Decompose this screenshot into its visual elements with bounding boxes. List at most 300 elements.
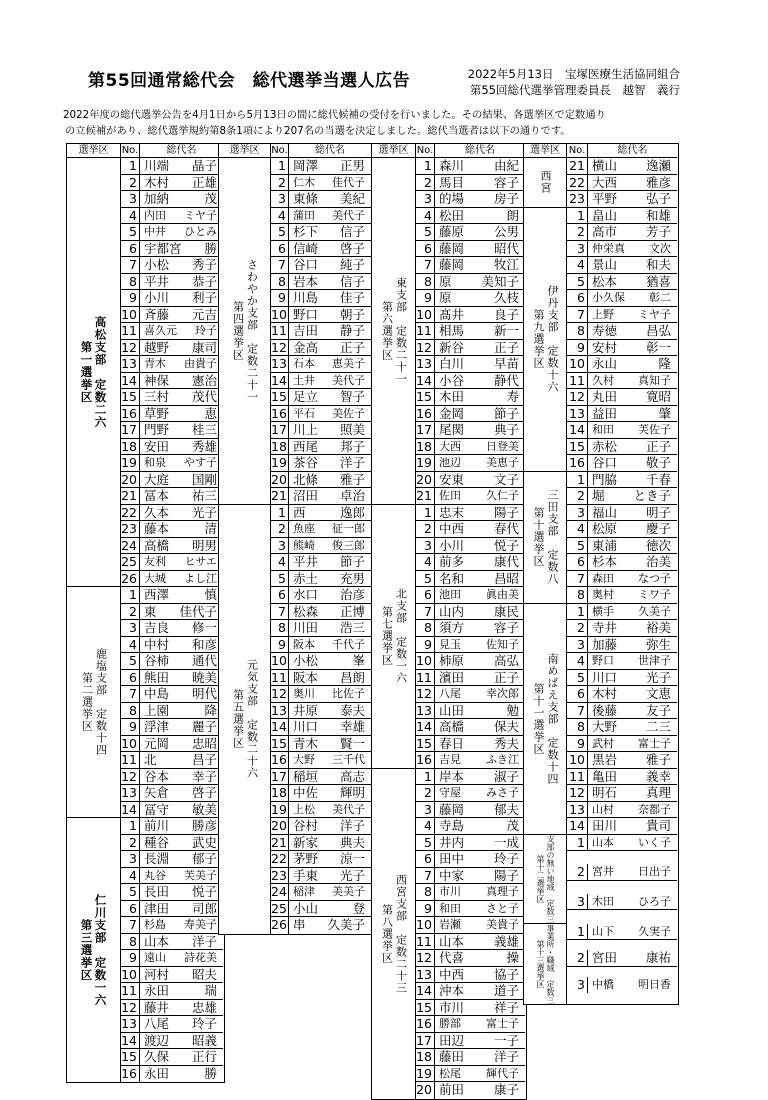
member-family-name: 赤松 <box>592 438 618 454</box>
member-given-name: さと子 <box>486 901 519 915</box>
member-given-name: 春代 <box>493 521 519 536</box>
member-number: 3 <box>416 191 435 208</box>
member-given-name: 一子 <box>493 1032 519 1048</box>
member-name <box>435 1033 525 1050</box>
member-number: 3 <box>567 977 588 994</box>
member-given-name: 徳次 <box>645 537 671 553</box>
member-name <box>588 736 677 753</box>
member-number: 20 <box>121 472 140 489</box>
member-number: 12 <box>271 686 289 703</box>
member-family-name: 小久保 <box>592 291 625 304</box>
member-family-name: 大野 <box>293 753 315 766</box>
district-label <box>524 472 567 604</box>
member-given-name: 郁夫 <box>493 801 519 817</box>
member-name <box>140 274 223 291</box>
member-family-name: 沼田 <box>293 488 319 503</box>
member-number: 3 <box>567 505 588 522</box>
member-number: 2 <box>121 175 140 192</box>
member-number: 2 <box>567 488 588 505</box>
member-given-name: 美代子 <box>332 802 365 816</box>
member-family-name: 谷村 <box>293 818 319 833</box>
district-label-text: 支部の無い地域 定数三 <box>546 834 555 923</box>
member-family-name: 西尾 <box>293 438 319 454</box>
district-table <box>523 143 679 1005</box>
member-given-name: 悦子 <box>493 537 519 553</box>
member-name <box>435 1016 525 1033</box>
member-number: 3 <box>271 538 289 555</box>
member-number: 22 <box>271 851 289 868</box>
member-name <box>588 406 677 423</box>
member-family-name: 稲津 <box>293 885 315 898</box>
member-family-name: 茅野 <box>293 851 319 866</box>
member-given-name: 千代子 <box>332 637 365 651</box>
member-family-name: 川上 <box>293 422 319 437</box>
member-number: 13 <box>567 802 588 819</box>
member-family-name: 内田 <box>144 208 166 222</box>
member-family-name: 松田 <box>439 207 465 223</box>
member-given-name: 勝 <box>204 240 217 256</box>
member-name <box>435 835 525 852</box>
member-name <box>140 917 223 934</box>
member-name <box>588 290 677 307</box>
member-number: 14 <box>121 1033 140 1050</box>
member-family-name: 木村 <box>592 686 618 701</box>
member-given-name: 文恵 <box>645 686 671 701</box>
member-family-name: 木田 <box>439 389 465 404</box>
member-number: 21 <box>271 488 289 505</box>
member-given-name: 彰一 <box>645 339 671 355</box>
member-number: 13 <box>271 703 289 720</box>
member-family-name: 石本 <box>293 357 315 370</box>
member-family-name: 藤岡 <box>439 240 465 256</box>
member-name <box>588 340 677 357</box>
member-number: 15 <box>121 1049 140 1066</box>
member-given-name: 恵美子 <box>332 357 365 370</box>
member-number: 1 <box>416 158 435 175</box>
member-given-name: ミワ子 <box>638 588 671 601</box>
member-name <box>435 571 525 588</box>
member-name <box>140 620 223 637</box>
member-family-name: 福山 <box>592 504 618 520</box>
district-label <box>67 587 121 818</box>
member-family-name: 東條 <box>293 191 319 206</box>
member-name <box>289 472 371 489</box>
district-label-text: 第八選挙区 <box>380 903 394 964</box>
member-name <box>435 1066 525 1083</box>
member-given-name: 美美子 <box>332 885 365 898</box>
member-number: 4 <box>567 521 588 538</box>
member-given-name: 登 <box>352 900 365 916</box>
member-name <box>435 587 525 604</box>
member-number: 14 <box>416 373 435 390</box>
member-given-name: 昭義 <box>191 1032 217 1048</box>
member-number: 16 <box>416 406 435 423</box>
member-family-name: 的場 <box>439 191 465 206</box>
member-given-name: 寛昭 <box>645 389 671 404</box>
member-given-name: 隆 <box>658 356 671 371</box>
member-number: 24 <box>271 884 289 901</box>
member-family-name: 尾関 <box>439 422 465 437</box>
member-given-name: 日出子 <box>638 865 671 879</box>
member-number: 14 <box>121 802 140 819</box>
member-given-name: 詩花美 <box>184 951 217 964</box>
member-name <box>140 290 223 307</box>
member-family-name: 浮津 <box>144 719 170 734</box>
member-name <box>588 802 677 819</box>
member-name <box>289 158 371 175</box>
member-number: 11 <box>416 670 435 687</box>
district-label-text: 第十選挙区 <box>532 507 545 567</box>
member-given-name: 肇 <box>658 405 671 421</box>
member-number: 2 <box>567 864 588 881</box>
member-name <box>289 703 371 720</box>
member-name <box>289 901 371 918</box>
member-name <box>435 884 525 901</box>
member-name <box>140 554 223 571</box>
member-number: 6 <box>567 290 588 307</box>
member-name <box>140 587 223 604</box>
member-family-name: 馬目 <box>439 174 465 190</box>
member-number: 4 <box>416 554 435 571</box>
member-given-name: 泰夫 <box>339 702 365 718</box>
member-name <box>140 571 223 588</box>
member-number: 10 <box>121 307 140 324</box>
member-name <box>289 340 371 357</box>
member-number: 6 <box>567 686 588 703</box>
member-family-name: 寺井 <box>592 620 618 635</box>
member-given-name: 慶子 <box>645 521 671 536</box>
member-number: 23 <box>271 868 289 885</box>
member-number: 10 <box>416 917 435 934</box>
district-label <box>524 158 567 208</box>
header-district: 選挙区 <box>67 144 121 158</box>
member-family-name: 横山 <box>592 158 618 173</box>
member-name <box>435 1082 525 1099</box>
member-family-name: 西澤 <box>144 587 170 602</box>
member-number: 12 <box>567 389 588 406</box>
member-number: 6 <box>271 587 289 604</box>
member-family-name: 山本 <box>592 835 614 849</box>
member-family-name: 大庭 <box>144 471 170 487</box>
member-given-name: 高志 <box>339 768 365 784</box>
member-family-name: 高橋 <box>439 719 465 734</box>
header-no: No. <box>121 145 139 156</box>
member-family-name: 冨守 <box>144 801 170 817</box>
member-name <box>289 785 371 802</box>
member-number: 8 <box>271 274 289 291</box>
member-family-name: 田中 <box>439 851 465 866</box>
district-label-text: 第三選挙区 <box>79 918 94 982</box>
member-given-name: 茂 <box>506 818 519 833</box>
member-name <box>435 851 525 868</box>
member-given-name: 秀雄 <box>191 438 217 454</box>
member-number: 21 <box>416 488 435 505</box>
member-given-name: 玲子 <box>493 851 519 866</box>
member-number: 16 <box>567 455 588 472</box>
member-number: 11 <box>567 769 588 786</box>
member-name <box>289 571 371 588</box>
member-name <box>435 241 525 258</box>
member-given-name: 早苗 <box>493 356 519 371</box>
member-number: 10 <box>416 307 435 324</box>
member-given-name: 降 <box>204 702 217 718</box>
member-number: 11 <box>416 934 435 951</box>
member-name <box>435 620 525 637</box>
member-name <box>435 340 525 357</box>
member-name <box>140 901 223 918</box>
member-family-name: 中西 <box>439 521 465 536</box>
member-family-name: 寺島 <box>439 818 465 833</box>
member-family-name: 金高 <box>293 339 319 355</box>
issuer-info <box>468 66 680 98</box>
member-number: 17 <box>416 1033 435 1050</box>
member-given-name: 智子 <box>339 389 365 404</box>
member-number: 13 <box>567 406 588 423</box>
member-given-name: 利子 <box>191 290 217 305</box>
member-family-name: 小松 <box>293 653 319 668</box>
member-family-name: 川口 <box>592 669 618 685</box>
member-family-name: 藤岡 <box>439 801 465 817</box>
member-family-name: 野口 <box>293 306 319 322</box>
member-family-name: 川端 <box>144 158 170 173</box>
member-given-name: 美恵子 <box>486 456 519 469</box>
district-label <box>524 924 567 1004</box>
member-number: 7 <box>567 571 588 588</box>
member-number: 11 <box>121 752 140 769</box>
member-given-name: 美代子 <box>332 208 365 222</box>
member-family-name: 金岡 <box>439 405 465 421</box>
member-family-name: 沖本 <box>439 983 465 998</box>
member-number: 2 <box>121 835 140 852</box>
member-name <box>588 241 677 258</box>
member-name <box>435 983 525 1000</box>
member-family-name: 川島 <box>293 290 319 305</box>
member-name <box>140 868 223 885</box>
member-given-name: 朝子 <box>339 306 365 322</box>
page-title: 第55回通常総代会 総代選挙当選人広告 <box>88 71 411 91</box>
member-name <box>435 604 525 621</box>
member-given-name: 晶子 <box>191 158 217 173</box>
member-given-name: 文次 <box>649 241 671 255</box>
member-given-name: 正子 <box>493 669 519 685</box>
member-number: 5 <box>271 224 289 241</box>
member-name <box>588 208 677 225</box>
member-number: 8 <box>121 934 140 951</box>
member-number: 3 <box>416 802 435 819</box>
member-family-name: 宇都宮 <box>144 240 182 256</box>
member-number: 17 <box>416 422 435 439</box>
member-name <box>435 934 525 951</box>
member-number: 13 <box>416 356 435 373</box>
member-given-name: 修一 <box>191 620 217 635</box>
member-number: 6 <box>121 901 140 918</box>
member-number: 5 <box>121 224 140 241</box>
member-given-name: 三千代 <box>332 753 365 766</box>
member-name <box>435 521 525 538</box>
district-label-text: 第四選挙区 <box>231 300 245 361</box>
member-family-name: 相馬 <box>439 323 465 338</box>
member-given-name: 輝代子 <box>486 1066 519 1080</box>
member-number: 7 <box>271 604 289 621</box>
member-number: 14 <box>567 422 588 439</box>
member-given-name: 容子 <box>493 620 519 635</box>
district-table <box>66 143 225 1083</box>
member-name <box>140 538 223 555</box>
member-family-name: 田辺 <box>439 1032 465 1048</box>
member-number: 8 <box>121 703 140 720</box>
member-number: 14 <box>271 719 289 736</box>
member-given-name: 国剛 <box>191 471 217 487</box>
district-label-text: 第二選挙区 <box>80 672 94 732</box>
district-label-text: 伊丹支部 定数十六 <box>546 285 559 393</box>
member-given-name: ミヤ子 <box>638 307 671 321</box>
member-name <box>588 924 677 941</box>
member-number: 14 <box>271 373 289 390</box>
district-label-text: 第十二選挙区 <box>536 854 545 903</box>
member-name <box>140 505 223 522</box>
member-number: 19 <box>121 455 140 472</box>
member-given-name: 啓子 <box>191 785 217 800</box>
member-number: 7 <box>567 307 588 324</box>
member-number: 9 <box>416 290 435 307</box>
member-given-name: 雅子 <box>339 471 365 487</box>
district-label-text: 鹿塩支部 定数十四 <box>94 648 108 756</box>
member-given-name: 清 <box>204 521 217 536</box>
member-given-name: 治彦 <box>339 587 365 602</box>
member-name <box>140 1049 223 1066</box>
member-family-name: 髙井 <box>439 306 465 322</box>
member-given-name: 寿美子 <box>184 918 217 931</box>
member-name <box>289 208 371 225</box>
member-given-name: 恵 <box>204 405 217 421</box>
member-family-name: 山本 <box>439 933 465 949</box>
member-name <box>435 1000 525 1017</box>
member-family-name: 宮田 <box>592 950 618 966</box>
member-family-name: 武村 <box>592 736 614 750</box>
member-name <box>140 439 223 456</box>
member-name <box>435 175 525 192</box>
member-name <box>435 257 525 274</box>
member-number: 11 <box>121 983 140 1000</box>
member-given-name: 佳子 <box>339 290 365 305</box>
member-family-name: 中村 <box>144 636 170 652</box>
member-given-name: 照美 <box>339 422 365 437</box>
member-given-name: 幸子 <box>191 768 217 784</box>
member-given-name: 憲治 <box>191 372 217 388</box>
member-name <box>588 356 677 373</box>
member-name <box>588 191 677 208</box>
member-name <box>289 257 371 274</box>
member-number: 11 <box>121 323 140 340</box>
member-name <box>289 587 371 604</box>
member-name <box>289 373 371 390</box>
member-given-name: 文子 <box>493 471 519 487</box>
member-given-name: 寿 <box>506 389 519 404</box>
member-number: 5 <box>567 538 588 555</box>
member-family-name: 杉下 <box>293 224 319 239</box>
member-given-name: 久枝 <box>493 290 519 305</box>
header-name: 総代名 <box>588 144 677 158</box>
member-given-name: 雅彦 <box>645 174 671 190</box>
member-given-name: 忠雄 <box>191 999 217 1015</box>
member-given-name: 佳代子 <box>332 175 365 189</box>
member-family-name: 大西 <box>592 174 618 190</box>
member-family-name: 蒲田 <box>293 208 315 222</box>
member-name <box>289 241 371 258</box>
member-given-name: やす子 <box>184 456 217 469</box>
member-given-name: 一成 <box>493 834 519 850</box>
member-number: 9 <box>121 719 140 736</box>
member-given-name: 洋子 <box>339 818 365 833</box>
member-family-name: 吉田 <box>293 323 319 338</box>
member-given-name: 弘子 <box>645 191 671 206</box>
member-name <box>140 241 223 258</box>
member-name <box>435 224 525 241</box>
member-family-name: 渡辺 <box>144 1032 170 1048</box>
member-family-name: 前川 <box>144 818 170 833</box>
member-family-name: 熊田 <box>144 669 170 685</box>
member-name <box>289 835 371 852</box>
member-name <box>289 670 371 687</box>
member-family-name: 木田 <box>592 894 614 908</box>
member-given-name: 俊三郎 <box>332 538 365 552</box>
member-name <box>140 191 223 208</box>
member-family-name: 森川 <box>439 158 465 173</box>
member-number: 9 <box>416 901 435 918</box>
roster-column-2 <box>218 143 373 935</box>
member-given-name: 弥生 <box>645 636 671 652</box>
member-number: 4 <box>271 208 289 225</box>
member-family-name: 新谷 <box>439 339 465 355</box>
member-number: 2 <box>121 604 140 621</box>
member-given-name: 勉 <box>506 702 519 718</box>
member-number: 2 <box>271 175 289 192</box>
member-family-name: 大城 <box>144 571 166 585</box>
district-label <box>524 208 567 472</box>
member-name <box>588 224 677 241</box>
member-family-name: 佐田 <box>439 489 461 502</box>
member-number: 4 <box>121 208 140 225</box>
member-number: 25 <box>121 554 140 571</box>
member-family-name: 魚座 <box>293 522 315 535</box>
member-name <box>435 802 525 819</box>
member-number: 9 <box>567 340 588 357</box>
member-name <box>289 818 371 835</box>
member-name <box>289 917 371 934</box>
member-name <box>289 851 371 868</box>
member-family-name: 上園 <box>144 702 170 718</box>
member-given-name: 瑞 <box>204 983 217 998</box>
member-number: 1 <box>416 769 435 786</box>
member-family-name: 杉本 <box>592 554 618 569</box>
member-name <box>588 587 677 604</box>
member-given-name: ふき江 <box>486 753 519 766</box>
member-family-name: 永田 <box>144 983 170 998</box>
member-name <box>588 439 677 456</box>
member-name <box>140 1016 223 1033</box>
district-label-text: 南めばえ支部 定数十四 <box>546 652 559 785</box>
member-given-name: 美代子 <box>332 373 365 387</box>
member-family-name: 小山 <box>293 900 319 916</box>
member-number: 19 <box>416 455 435 472</box>
member-name <box>435 1049 525 1066</box>
member-name <box>140 521 223 538</box>
member-number: 17 <box>121 422 140 439</box>
member-number: 16 <box>121 1066 140 1083</box>
member-given-name: 由貴子 <box>184 357 217 370</box>
member-given-name: 康司 <box>191 339 217 355</box>
member-family-name: 見玉 <box>439 637 461 651</box>
